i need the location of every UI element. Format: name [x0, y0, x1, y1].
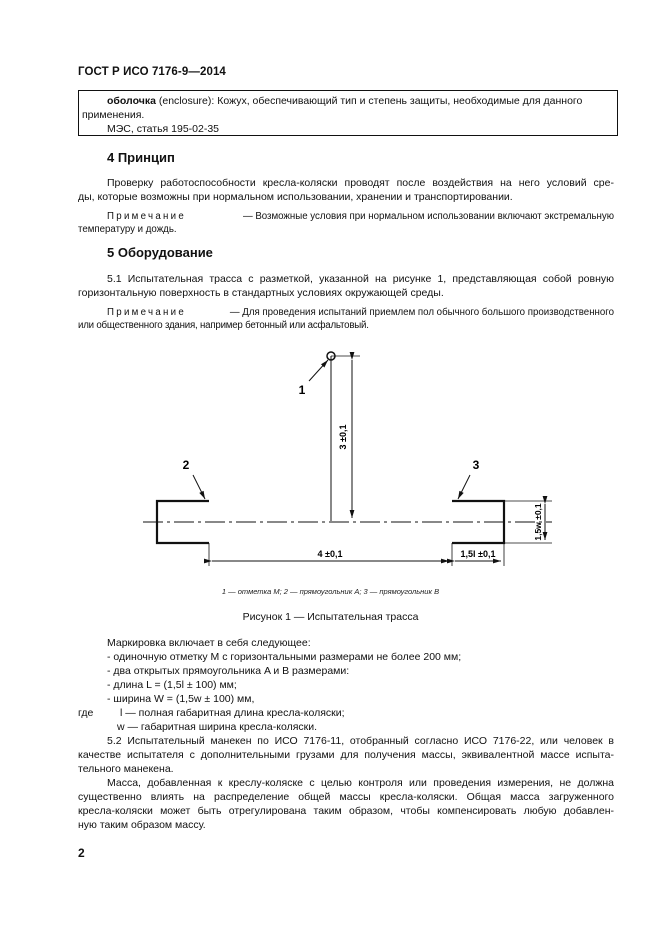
- marking-where: где: [78, 707, 94, 719]
- section-5-1-line-2: горизонтальную поверхность в стандартных условиях окружающей среды.: [78, 287, 444, 299]
- section-5-2-line-3: тельного манекена.: [78, 763, 174, 775]
- marking-def-w: w — габаритная ширина кресла-коляски.: [117, 721, 318, 733]
- marking-item-2: - два открытых прямоугольника A и B размерами:: [107, 665, 350, 677]
- marking-item-3: - длина L = (1,5l ± 100) мм;: [107, 679, 237, 691]
- definition-source: МЭС, статья 195-02-35: [107, 123, 220, 135]
- section-5-1-line-1: 5.1 Испытательная трасса с разметкой, указанной на рисунке 1, представляющая собой ровную: [107, 273, 614, 285]
- definition-term-en: (enclosure):: [158, 95, 215, 107]
- mass-para-line-2: существенно влиять на распределение общей массы кресла-коляски. Общая масса загруженного: [78, 791, 614, 803]
- note-text: — Возможные условия при нормальном использовании включают экстремальную: [242, 211, 614, 222]
- note-label: Примечание: [107, 307, 187, 318]
- callout-2: 2: [182, 458, 190, 472]
- dimension-rect-width-label: 1,5w ±0,1: [533, 503, 543, 541]
- section-5-2-line-1: 5.2 Испытательный манекен по ИСО 7176-11, отобранный согласно ИСО 7176-22, или человек в: [107, 735, 614, 747]
- marking-def-l: l — полная габаритная длина кресла-коляски;: [120, 707, 345, 719]
- section-5-title: 5 Оборудование: [107, 245, 213, 260]
- mass-para-line-4: ную таким образом массу.: [78, 819, 206, 831]
- marking-intro: Маркировка включает в себя следующее:: [107, 637, 311, 649]
- dimension-rect-length-label: 1,5l ±0,1: [460, 549, 496, 559]
- section-4-para-line-2: ды, которые возможны при нормальном использовании, хранении и транспортировании.: [78, 191, 513, 203]
- definition-line-2: применения.: [82, 109, 145, 121]
- figure-caption: Рисунок 1 — Испытательная трасса: [242, 611, 419, 623]
- callout-1: 1: [298, 383, 306, 397]
- dimension-vertical-label: 3 ±0,1: [338, 424, 348, 450]
- figure-legend: 1 — отметка M; 2 — прямоугольник A; 3 — прямоугольник B: [221, 587, 440, 596]
- section-4-note-line-2: температуру и дождь.: [78, 224, 177, 235]
- section-4-para-line-1: Проверку работоспособности кресла-коляски проводят после воздействия на него условий сре-: [107, 177, 614, 189]
- section-4-title: 4 Принцип: [107, 150, 175, 165]
- definition-term: оболочка: [107, 95, 156, 107]
- note-text: — Для проведения испытаний приемлем пол обычного большого производственного: [229, 307, 614, 318]
- section-5-2-line-2: качестве испытателя с дополнительными грузами для получения массы, эквивалентной массе испыта-: [78, 749, 614, 761]
- section-5-note-line-2: или общественного здания, например бетонный или асфальтовый.: [78, 320, 369, 331]
- page-number: 2: [78, 846, 85, 860]
- definition-text: Кожух, обеспечивающий тип и степень защиты, необходимые для данного: [217, 95, 583, 107]
- mass-para-line-3: кресла-коляски может быть отрегулирована таким образом, чтобы компенсировать любую добавлен-: [78, 805, 614, 817]
- marking-item-4: - ширина W = (1,5w ± 100) мм,: [107, 693, 255, 705]
- dimension-length-label: 4 ±0,1: [317, 549, 343, 559]
- marking-item-1: - одиночную отметку M с горизонтальными размерами не более 200 мм;: [107, 651, 462, 663]
- mass-para-line-1: Масса, добавленная к креслу-коляске с целью контроля или проведения измерения, не должна: [107, 777, 614, 789]
- callout-3: 3: [472, 458, 480, 472]
- note-label: Примечание: [107, 211, 187, 222]
- document-header: ГОСТ Р ИСО 7176-9—2014: [78, 66, 226, 78]
